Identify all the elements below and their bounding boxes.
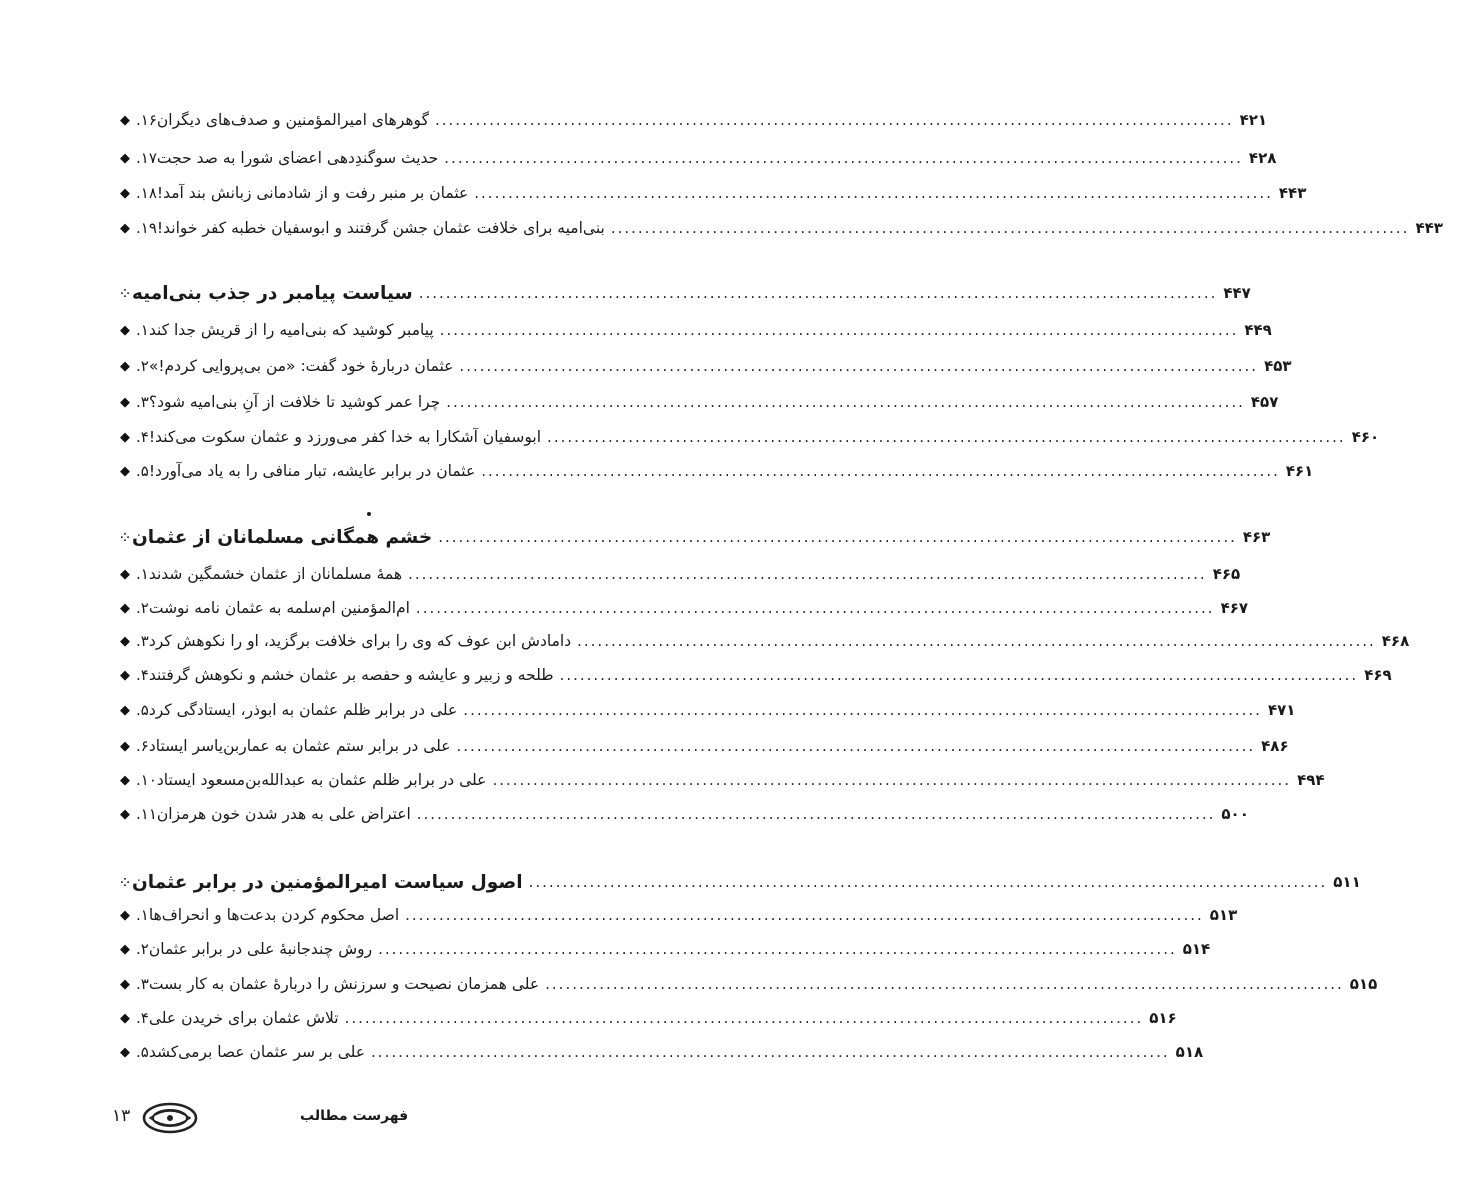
entry-title: ام‌المؤمنین ام‌سلمه به عثمان نامه نوشت (148, 599, 410, 617)
entry-number: ۱۹. (136, 219, 157, 237)
entry-title: همهٔ مسلمانان از عثمان خشمگین شدند (148, 565, 403, 583)
section-title: سیاست پیامبر در جذب بنی‌امیه (132, 282, 413, 304)
entry-page: ۴۶۱ (1285, 462, 1314, 480)
entry-page: ۴۴۹ (1244, 321, 1272, 339)
dot-leader (371, 1042, 1170, 1062)
entry-number: ۲. (136, 357, 149, 375)
entry-title: اصل محکوم کردن بدعت‌ها و انحراف‌ها (148, 906, 400, 924)
entry-number: ۴. (136, 1009, 149, 1027)
entry-number: ۱. (136, 565, 149, 583)
dot-leader (435, 110, 1234, 130)
entry-title: عثمان دربارهٔ خود گفت: «من بی‌پروایی کردم!» (148, 357, 454, 375)
diamond-bullet-icon: ◆ (120, 667, 130, 683)
dot-leader (408, 564, 1207, 584)
entry-title: پیامبر کوشید که بنی‌امیه را از قریش جدا کند (148, 321, 434, 339)
dot-leader (444, 148, 1243, 168)
entry-number: ۶. (136, 737, 149, 755)
entry-page: ۵۰۰ (1221, 805, 1249, 823)
diamond-bullet-icon: ◆ (120, 941, 130, 957)
toc-entry (110, 143, 1277, 173)
diamond-bullet-icon: ◆ (120, 738, 130, 754)
dot-leader (463, 700, 1262, 720)
dot-leader (481, 461, 1280, 481)
dot-leader (345, 1008, 1144, 1028)
entry-page: ۴۶۵ (1212, 565, 1241, 583)
dot-leader (440, 320, 1239, 340)
entry-page: ۴۶۰ (1351, 428, 1380, 446)
entry-title: طلحه و زبیر و عایشه و حفصه بر عثمان خشم و نکوهش گرفتند (148, 666, 554, 684)
diamond-bullet-icon: ◆ (120, 112, 130, 128)
diamond-bullet-icon: ◆ (120, 600, 130, 616)
diamond-bullet-icon: ◆ (120, 394, 130, 410)
entry-title: علی در برابر ظلم عثمان به ابوذر، ایستادگی کرد (148, 701, 458, 719)
entry-title: علی بر سر عثمان عصا برمی‌کشد (148, 1043, 366, 1061)
entry-title: چرا عمر کوشید تا خلافت از آنِ بنی‌امیه شود؟ (148, 393, 441, 411)
entry-title: گوهرهای امیرالمؤمنین و صدف‌های دیگران (156, 111, 429, 129)
entry-title: دامادش ابن عوف که وی را برای خلافت برگزید، او را نکوهش کرد (148, 632, 572, 650)
entry-number: ۱. (136, 906, 149, 924)
entry-number: ۴. (136, 666, 149, 684)
entry-page: ۵۱۶ (1149, 1009, 1177, 1027)
entry-page: ۴۲۸ (1248, 149, 1277, 167)
section-heading (110, 522, 1271, 552)
toc-entry (110, 660, 1392, 690)
entry-number: ۳. (136, 632, 149, 650)
section-heading (110, 278, 1251, 308)
entry-number: ۲. (136, 599, 149, 617)
footer-label: فهرست مطالب (300, 1108, 409, 1124)
entry-title: علی در برابر ستم عثمان به عماربن‌یاسر ایستاد (148, 737, 451, 755)
diamond-bullet-icon: ◆ (120, 150, 130, 166)
section-page: ۵۱۱ (1333, 873, 1361, 891)
entry-page: ۵۱۳ (1209, 906, 1238, 924)
entry-title: عثمان در برابر عایشه، تبار منافی را به یاد می‌آورد! (148, 462, 476, 480)
entry-title: تلاش عثمان برای خریدن علی (148, 1009, 339, 1027)
entry-number: ۳. (136, 393, 149, 411)
entry-number: ۱۷. (136, 149, 157, 167)
dot-leader (492, 770, 1291, 790)
diamond-bullet-icon: ◆ (120, 220, 130, 236)
entry-page: ۵۱۸ (1175, 1043, 1204, 1061)
diamond-bullet-icon: ◆ (120, 806, 130, 822)
toc-entry (110, 1037, 1204, 1067)
diamond-bullet-icon: ◆ (120, 976, 130, 992)
entry-number: ۱۱. (136, 805, 157, 823)
dot-leader (560, 665, 1359, 685)
dot-leader (419, 283, 1218, 303)
diamond-bullet-icon: ◆ (120, 566, 130, 582)
section-page: ۴۴۷ (1223, 284, 1251, 302)
entry-number: ۱۶. (136, 111, 157, 129)
toc-entry (110, 213, 1443, 243)
entry-page: ۴۹۴ (1297, 771, 1325, 789)
diamond-bullet-icon: ◆ (120, 907, 130, 923)
entry-number: ۳. (136, 975, 149, 993)
dot-leader (529, 872, 1328, 892)
entry-page: ۴۸۶ (1261, 737, 1289, 755)
toc-entry (110, 695, 1296, 725)
dot-leader (459, 356, 1258, 376)
section-title: اصول سیاست امیرالمؤمنین در برابر عثمان (132, 871, 523, 893)
page-number: ۱۳ (112, 1106, 131, 1126)
toc-entry (110, 315, 1272, 345)
entry-number: ۲. (136, 940, 149, 958)
entry-page: ۴۵۷ (1250, 393, 1279, 411)
dot-leader (474, 183, 1273, 203)
entry-number: ۱۰. (136, 771, 157, 789)
entry-title: علی در برابر ظلم عثمان به عبدالله‌بن‌مسعود ایستاد (156, 771, 487, 789)
toc-entry (110, 626, 1410, 656)
toc-entry (110, 934, 1211, 964)
entry-page: ۵۱۴ (1182, 940, 1211, 958)
dot-leader (577, 631, 1376, 651)
entry-page: ۴۴۳ (1278, 184, 1307, 202)
section-bullet-icon: ⁘ (118, 872, 132, 892)
diamond-bullet-icon: ◆ (120, 322, 130, 338)
entry-title: حدیث سوگندِدهی اعضای شورا به صد حجت (156, 149, 439, 167)
entry-title: علی همزمان نصیحت و سرزنش را دربارهٔ عثمان به کار بست (148, 975, 540, 993)
toc-entry (110, 969, 1378, 999)
entry-page: ۴۵۳ (1264, 357, 1292, 375)
toc-entry (110, 387, 1279, 417)
entry-page: ۴۶۹ (1364, 666, 1392, 684)
entry-number: ۵. (136, 701, 149, 719)
entry-title: روش چندجانبهٔ علی در برابر عثمان (148, 940, 373, 958)
dot-leader (416, 598, 1215, 618)
ink-speck (367, 512, 371, 516)
diamond-bullet-icon: ◆ (120, 463, 130, 479)
entry-number: ۴. (136, 428, 149, 446)
diamond-bullet-icon: ◆ (120, 702, 130, 718)
dot-leader (547, 427, 1346, 447)
diamond-bullet-icon: ◆ (120, 772, 130, 788)
dot-leader (438, 527, 1237, 547)
toc-entry (110, 1003, 1177, 1033)
section-page: ۴۶۳ (1242, 528, 1271, 546)
page-footer (100, 1100, 460, 1136)
dot-leader (405, 905, 1204, 925)
section-heading (110, 867, 1361, 897)
dot-leader (417, 804, 1216, 824)
entry-title: عثمان بر منبر رفت و از شادمانی زبانش بند آمد! (156, 184, 469, 202)
dot-leader (446, 392, 1245, 412)
toc-entry (110, 559, 1241, 589)
diamond-bullet-icon: ◆ (120, 358, 130, 374)
toc-entry (110, 456, 1314, 486)
section-bullet-icon: ⁘ (118, 283, 132, 303)
diamond-bullet-icon: ◆ (120, 185, 130, 201)
dot-leader (611, 218, 1410, 238)
entry-number: ۱۸. (136, 184, 157, 202)
toc-entry (110, 105, 1268, 135)
entry-page: ۴۴۳ (1415, 219, 1443, 237)
toc-entry (110, 799, 1249, 829)
diamond-bullet-icon: ◆ (120, 1010, 130, 1026)
entry-number: ۵. (136, 462, 149, 480)
toc-entry (110, 900, 1238, 930)
entry-number: ۵. (136, 1043, 149, 1061)
entry-title: ابوسفیان آشکارا به خدا کفر می‌ورزد و عثمان سکوت می‌کند! (148, 428, 542, 446)
entry-title: اعتراض علی به هدر شدن خون هرمزان (156, 805, 411, 823)
dot-leader (378, 939, 1177, 959)
ornament-emblem-icon (140, 1100, 200, 1136)
entry-title: بنی‌امیه برای خلافت عثمان جشن گرفتند و ابوسفیان خطبه کفر خواند! (156, 219, 605, 237)
entry-page: ۵۱۵ (1349, 975, 1378, 993)
section-bullet-icon: ⁘ (118, 527, 132, 547)
diamond-bullet-icon: ◆ (120, 633, 130, 649)
diamond-bullet-icon: ◆ (120, 1044, 130, 1060)
entry-page: ۴۲۱ (1239, 111, 1268, 129)
toc-entry (110, 351, 1292, 381)
dot-leader (545, 974, 1344, 994)
dot-leader (457, 736, 1256, 756)
section-title: خشم همگانی مسلمانان از عثمان (132, 526, 433, 548)
toc-entry (110, 422, 1380, 452)
entry-page: ۴۷۱ (1267, 701, 1296, 719)
diamond-bullet-icon: ◆ (120, 429, 130, 445)
toc-entry (110, 178, 1307, 208)
toc-entry (110, 765, 1325, 795)
toc-entry (110, 731, 1289, 761)
toc-entry (110, 593, 1249, 623)
entry-page: ۴۶۷ (1220, 599, 1249, 617)
entry-number: ۱. (136, 321, 149, 339)
entry-page: ۴۶۸ (1381, 632, 1410, 650)
